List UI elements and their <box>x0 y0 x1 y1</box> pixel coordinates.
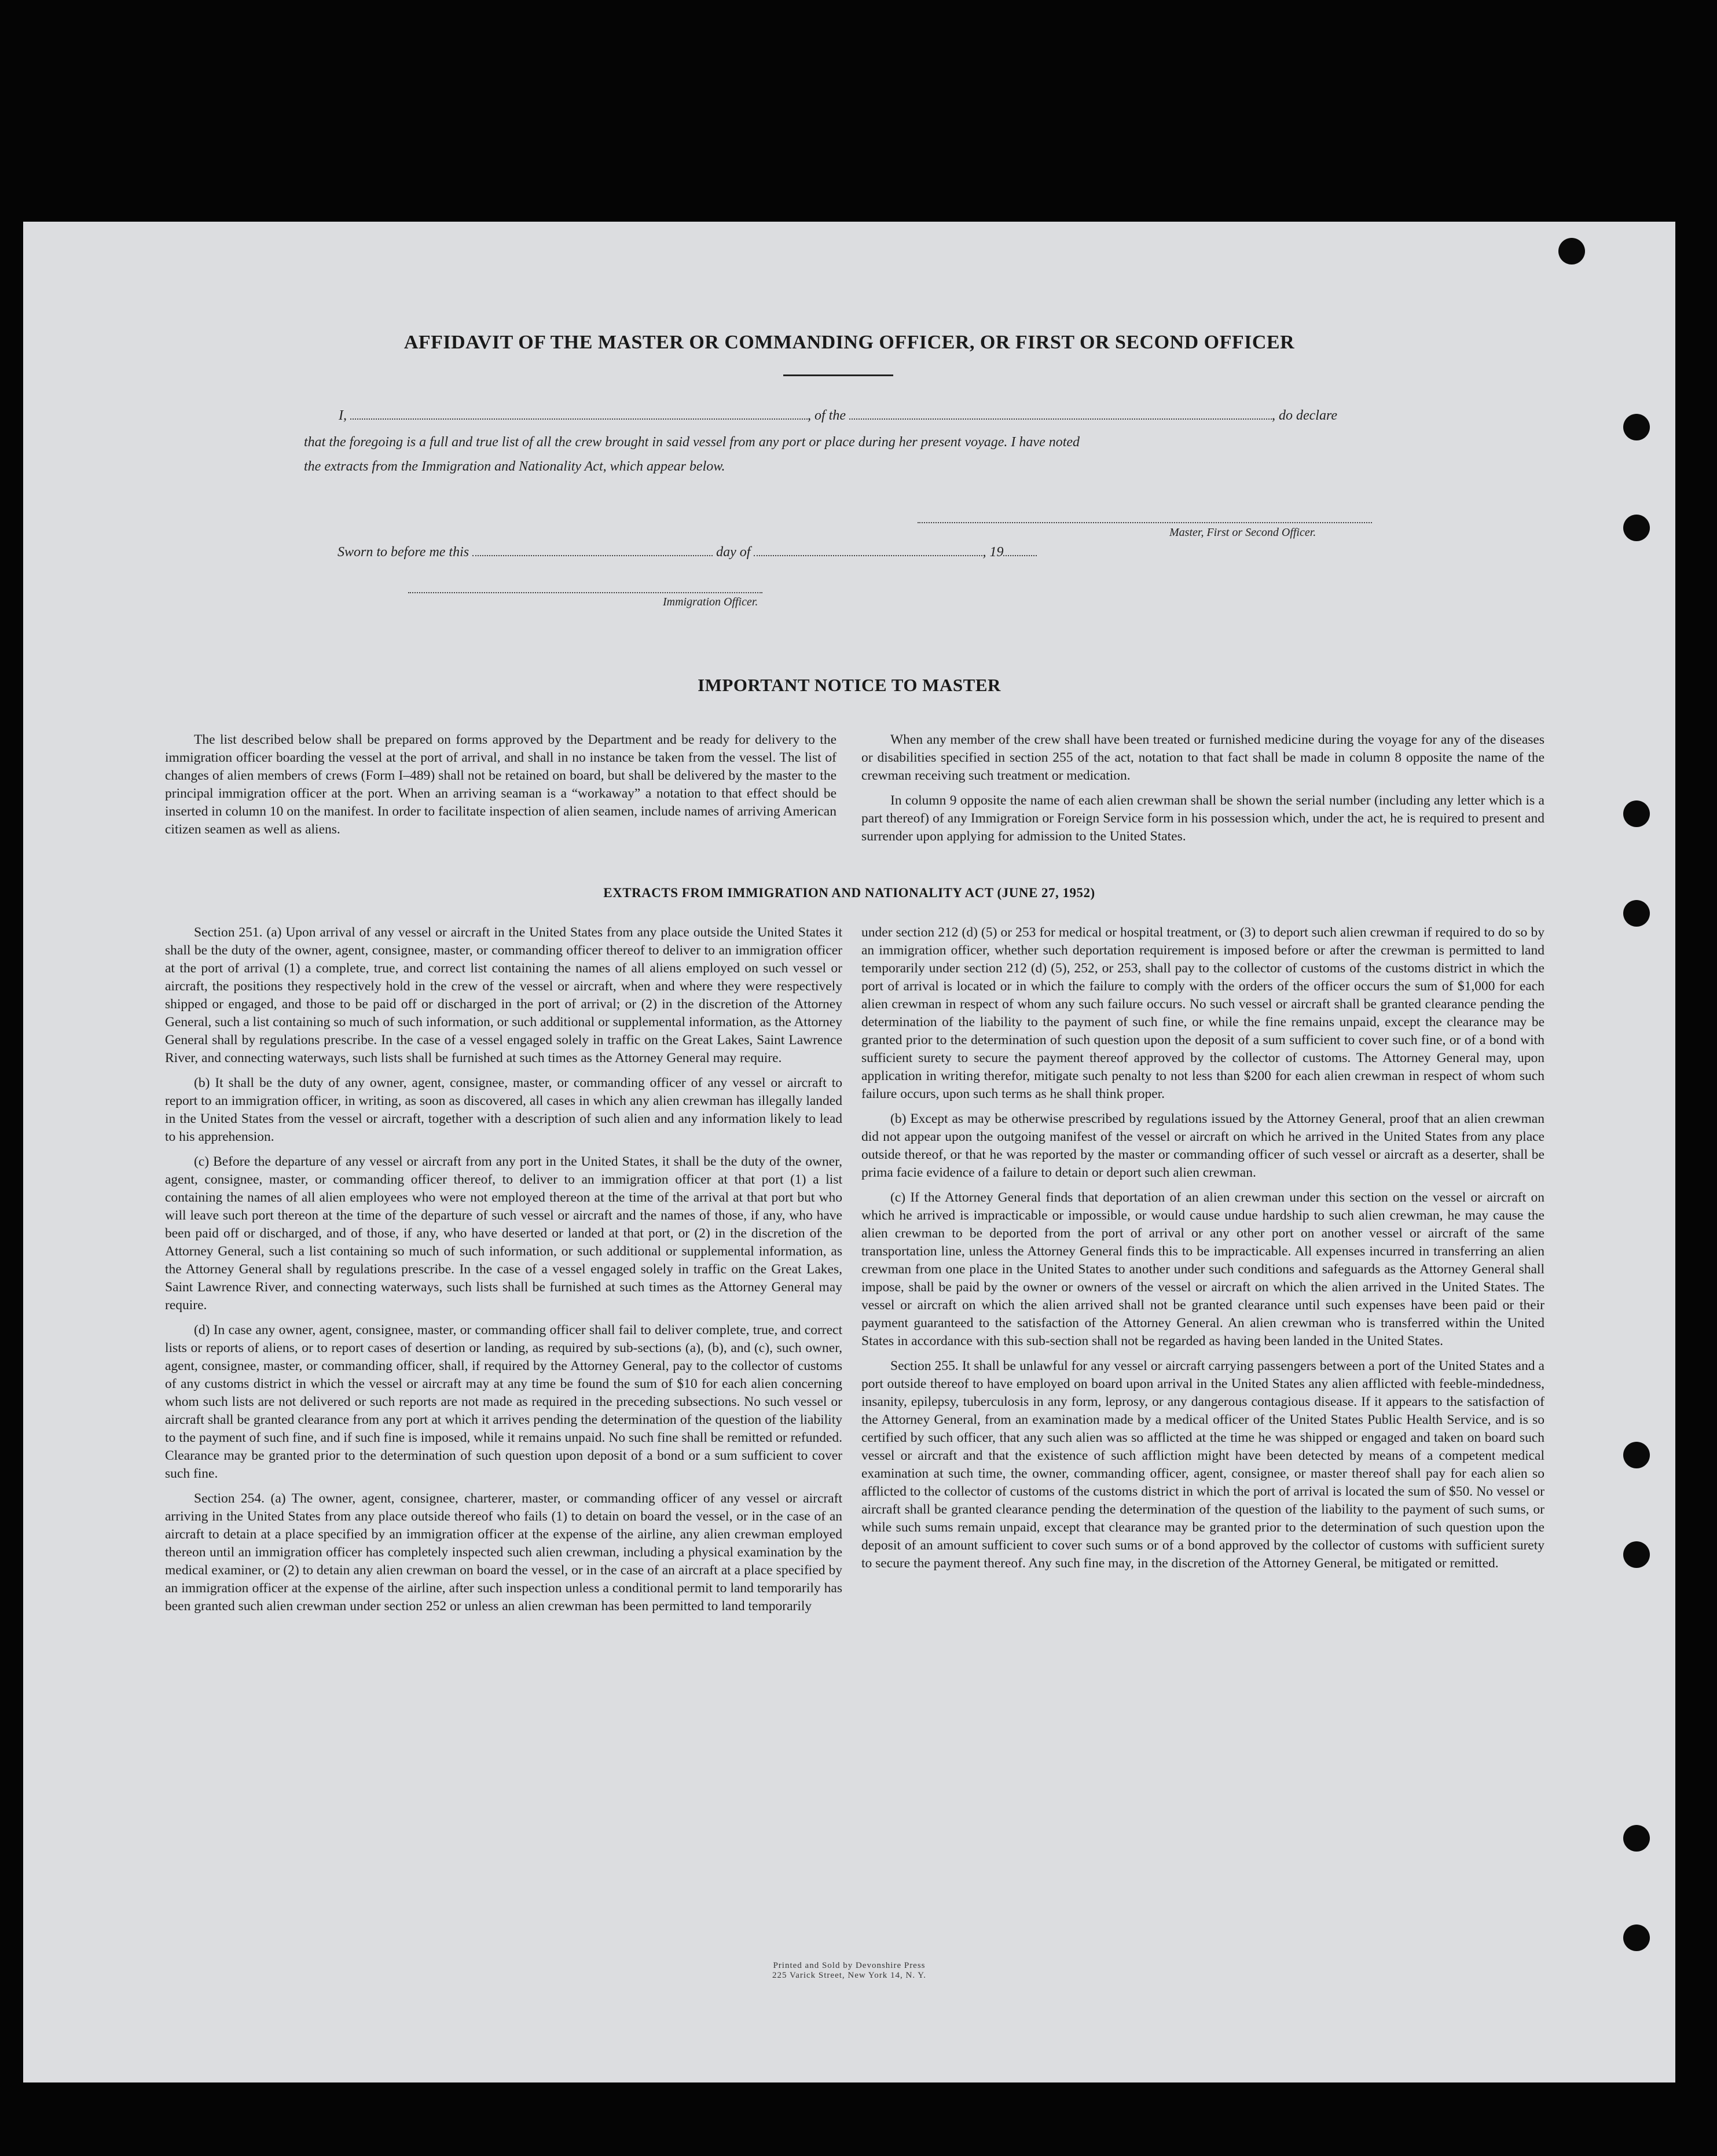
declaration-i: I, <box>339 408 347 423</box>
punch-hole <box>1623 414 1650 440</box>
notice-right-column <box>861 731 1544 853</box>
master-caption: Master, First or Second Officer. <box>1169 526 1316 539</box>
master-signature-field[interactable] <box>918 522 1372 523</box>
extract-paragraph: (c) Before the departure of any vessel or aircraft from any port in the United States, it shall be the duty of the owner, agent, consignee, master, or commanding officer thereof, to deliver to an immigration officer at that port (1) a list containing the names of all alien employees who were not employed thereon at the time of the arrival at that port but who will leave such port thereon at the time of the departure of such vessel or aircraft and the names of those, if any, who have been paid off or discharged, and of those, if any, who have deserted or landed at that port, or (2) in the discretion of the Attorney General, such a list containing so much of such information, or such additional or supplemental information, as the Attorney General shall by regulations prescribe. In the case of a vessel engaged solely in traffic on the Great Lakes, Saint Lawrence River, and connecting waterways, such lists shall be furnished at such times as the Attorney General may require. <box>165 1154 842 1313</box>
punch-hole <box>1558 238 1585 265</box>
notice-paragraph: When any member of the crew shall have been treated or furnished medicine during the voyage for any of the diseases or disabilities specified in section 255 of the act, notation to that fact shall be made in column 8 opposite the name of the crewman receiving such treatment or medication. <box>861 732 1544 783</box>
extract-paragraph: (d) In case any owner, agent, consignee, master, or commanding officer shall fail to deliver complete, true, and correct lists or reports of aliens, or to report cases of desertion or landing, as required by sub-sections (a), (b), and (c), such owner, agent, consignee, master, or commanding officer, shall, if required by the Attorney General, pay to the collector of customs of any customs district in which the vessel or aircraft may at any time be found the sum of $10 for each alien concerning whom such lists are not delivered or such reports are not made as required in the preceding subsections. No such vessel or aircraft shall be granted clearance from any port at which it arrives pending the determination of the question of the liability to the payment of such fine, and if such fine is imposed, while it remains unpaid. No such fine shall be remitted or refunded. Clearance may be granted prior to the determination of such question upon deposit of a bond or a sum sufficient to cover such fine. <box>165 1323 842 1481</box>
imprint-line-1: Printed and Sold by Devonshire Press <box>773 1961 926 1970</box>
punch-hole <box>1623 800 1650 827</box>
extract-paragraph: Section 254. (a) The owner, agent, consignee, charterer, master, or commanding officer of any vessel or aircraft arriving in the United States from any place outside thereof who fails (1) to detain on board the vessel, or in the case of an aircraft to detain at a place specified by an immigration officer at the expense of the airline, any alien crewman employed thereon until an immigration officer has completely inspected such alien crewman, including a physical examination by the medical examiner, or (2) to detain any alien crewman on board the vessel, or in the case of an aircraft at a place specified by an immigration officer at the expense of the airline, after such inspection unless a conditional permit to land temporarily has been granted such alien crewman under section 252 or unless an alien crewman has been permitted to land temporarily <box>165 1491 842 1614</box>
form-sheet <box>23 222 1675 2082</box>
extracts-left-column <box>165 924 842 1622</box>
immigration-officer-signature-field[interactable] <box>408 592 762 593</box>
notice-paragraph: The list described below shall be prepared on forms approved by the Department and be ready for delivery to the immigration officer boarding the vessel at the port of arrival, and shall in no instance be taken from the vessel. The list of changes of alien members of crews (Form I–489) shall not be retained on board, but shall be delivered by the master to the principal immigration officer at the port. When an arriving seaman is a “workaway” a notation to that effect should be inserted in column 10 on the manifest. In order to facilitate inspection of alien seamen, include names of arriving American citizen seamen as well as aliens. <box>165 732 837 837</box>
extract-paragraph: under section 212 (d) (5) or 253 for medical or hospital treatment, or (3) to deport such alien crewman if required to do so by an immigration officer, whether such deportation requirement is imposed before or after the crewman is permitted to land temporarily under section 212 (d) (5), 252, or 253, shall pay to the collector of customs of the customs district in which the port of arrival is located or in which the failure to comply with the orders of the officer occurs the sum of $1,000 for each alien crewman in respect of whom any such failure occurs. No such vessel or aircraft shall be granted clearance pending the determination of the liability to the payment of such fine, or while the fine remains unpaid, except the clearance may be granted prior to the determination of such question upon the deposit of a sum sufficient to cover such fine, or of a bond with sufficient surety to secure the payment thereof approved by the collector of customs. The Attorney General may, upon application in writing therefor, mitigate such penalty to not less than $200 for each alien crewman in respect of whom such failure occurs, upon such terms as he shall think proper. <box>861 925 1544 1101</box>
imprint-line-2: 225 Varick Street, New York 14, N. Y. <box>772 1971 926 1980</box>
extracts-right-column <box>861 924 1544 1580</box>
punch-hole <box>1623 1924 1650 1951</box>
sworn-month-field[interactable] <box>754 554 982 556</box>
sworn-day-field[interactable] <box>472 554 713 556</box>
extract-paragraph: (b) It shall be the duty of any owner, agent, consignee, master, or commanding officer of any vessel or aircraft to report to an immigration officer, in writing, as soon as discovered, all cases in which any alien crewman has illegally landed in the United States from the vessel or aircraft, together with a description of such alien and any information likely to lead to his apprehension. <box>165 1075 842 1144</box>
extract-paragraph: (b) Except as may be otherwise prescribed by regulations issued by the Attorney General, proof that an alien crewman did not appear upon the outgoing manifest of the vessel or aircraft on which he arrived in the United States from any place outside thereof, or that he was reported by the master or commanding officer of such vessel or aircraft as a deserter, shall be prima facie evidence of a failure to detain or deport such alien crewman. <box>861 1111 1544 1180</box>
notice-paragraph: In column 9 opposite the name of each alien crewman shall be shown the serial number (including any letter which is a part thereof) of any Immigration or Foreign Service form in his possession which, under the act, he is required to present and surrender upon applying for admission to the United States. <box>861 793 1544 844</box>
title-rule <box>783 374 893 376</box>
affidavit-title: AFFIDAVIT OF THE MASTER OR COMMANDING OFFICER, OR FIRST OR SECOND OFFICER <box>403 332 1295 353</box>
sworn-year-field[interactable] <box>1003 554 1037 556</box>
sworn-line <box>337 545 1037 560</box>
declaration-line-3: the extracts from the Immigration and Nationality Act, which appear below. <box>304 459 725 474</box>
officer-caption: Immigration Officer. <box>663 596 758 608</box>
extracts-title: EXTRACTS FROM IMMIGRATION AND NATIONALITY ACT (JUNE 27, 1952) <box>603 886 1095 900</box>
name-field[interactable] <box>350 418 808 420</box>
printer-imprint <box>23 1961 1675 1981</box>
year-text: , 19 <box>982 545 1004 560</box>
day-of-text: day of <box>716 545 751 560</box>
punch-hole <box>1623 1541 1650 1568</box>
extract-paragraph: Section 255. It shall be unlawful for any vessel or aircraft carrying passengers between a port of the United States and a port outside thereof to have employed on board upon arrival in the United States any alien afflicted with feeble-mindedness, insanity, epilepsy, tuberculosis in any form, leprosy, or any dangerous contagious disease. If it appears to the satisfaction of the Attorney General, from an examination made by a medical officer of the United States Public Health Service, and is so certified by such officer, that any such alien was so afflicted at the time he was shipped or engaged and taken on board such vessel or aircraft and that the existence of such affliction might have been detected by means of a competent medical examination at such time, the owner, commanding officer, agent, consignee, or master thereof shall pay for each alien so afflicted to the collector of customs of the customs district in which the port of arrival is located the sum of $50. No vessel or aircraft shall be granted clearance pending the determination of the question of the liability to the payment of such sums, or while such sums remain unpaid, except that clearance may be granted prior to the determination of such question upon the deposit of an amount sufficient to cover such sums or of a bond approved by the collector of customs with sufficient surety to secure the payment thereof. Any such fine may, in the discretion of the Attorney General, be mitigated or remitted. <box>861 1358 1544 1571</box>
punch-hole <box>1623 1442 1650 1468</box>
punch-hole <box>1623 900 1650 927</box>
notice-left-column <box>165 731 837 846</box>
extract-paragraph: (c) If the Attorney General finds that deportation of an alien crewman under this section on the vessel or aircraft on which he arrived is impracticable or impossible, or would cause undue hardship to such alien crewman, he may cause the alien crewman to be deported from the port of arrival or any other port on another vessel or aircraft of the same transportation line, unless the Attorney General finds this to be impracticable. All expenses incurred in transferring an alien crewman from one place in the United States to another under such conditions and safeguards as the Attorney General shall impose, shall be paid by the owner or owners of the vessel or aircraft on which the alien arrived in the United States. The vessel or aircraft on which the alien arrived shall not be granted clearance until such expenses have been paid or their payment guaranteed to the satisfaction of the Attorney General. An alien crewman who is transferred within the United States in accordance with this sub-section shall not be regarded as having been landed in the United States. <box>861 1190 1544 1349</box>
punch-hole <box>1623 515 1650 541</box>
declaration-line-2: that the foregoing is a full and true list of all the crew brought in said vessel from any port or place during her present voyage. I have noted <box>304 435 1080 450</box>
vessel-field[interactable] <box>849 418 1272 420</box>
declaration-declare: , do declare <box>1272 408 1338 423</box>
extract-paragraph: Section 251. (a) Upon arrival of any vessel or aircraft in the United States from any place outside the United States it shall be the duty of the owner, agent, consignee, master, or commanding officer thereof to deliver to an immigration officer at the port of arrival (1) a complete, true, and correct list containing the names of all aliens employed on such vessel or aircraft, the positions they respectively hold in the crew of the vessel or aircraft, when and where they were respectively shipped or engaged, and those to be paid off or discharged in the port of arrival; or (2) in the discretion of the Attorney General, such a list containing so much of such information, or such additional or supplemental information, as the Attorney General shall by regulations prescribe. In the case of a vessel engaged solely in traffic on the Great Lakes, Saint Lawrence River, and connecting waterways, such lists shall be furnished at such times as the Attorney General may require. <box>165 925 842 1066</box>
notice-title: IMPORTANT NOTICE TO MASTER <box>698 675 1001 695</box>
punch-hole <box>1623 1825 1650 1852</box>
declaration-of-the: , of the <box>808 408 846 423</box>
sworn-text: Sworn to before me this <box>337 545 469 560</box>
declaration-line <box>339 408 1337 424</box>
